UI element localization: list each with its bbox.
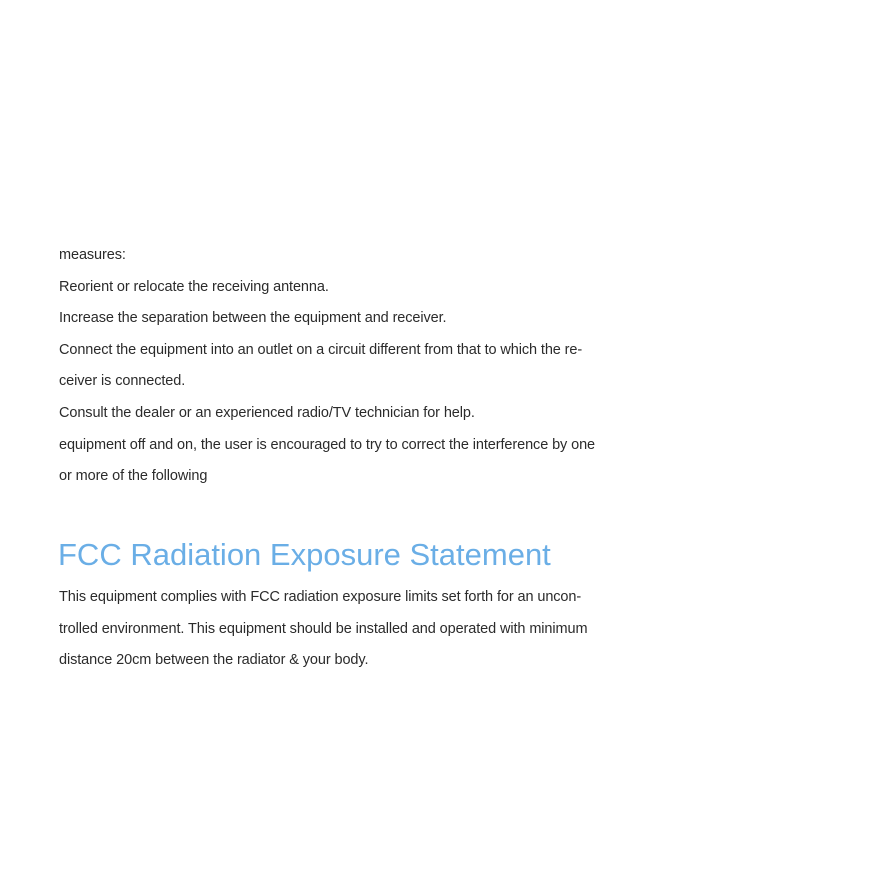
measure-consult-dealer: Consult the dealer or an experienced radio/TV technician for help. [59, 404, 475, 421]
measure-connect-outlet: Connect the equipment into an outlet on a circuit different from that to which the re- [59, 341, 583, 358]
measure-reorient-antenna: Reorient or relocate the receiving antenna. [59, 278, 329, 295]
statement-line: This equipment complies with FCC radiation exposure limits set forth for an uncon- [59, 589, 582, 605]
interference-measures-list [59, 240, 739, 493]
statement-line: distance 20cm between the radiator & your body. [59, 652, 369, 669]
measures-intro-line: measures: [59, 247, 126, 263]
section-heading: FCC Radiation Exposure Statement [58, 537, 551, 572]
statement-line: trolled environment. This equipment should be installed and operated with minimum [59, 620, 588, 637]
interference-note-line: equipment off and on, the user is encouraged to try to correct the interference by one [59, 436, 596, 453]
measure-connect-outlet-continued: ceiver is connected. [59, 373, 186, 390]
measure-increase-separation: Increase the separation between the equipment and receiver. [59, 310, 447, 327]
interference-note-line-continued: or more of the following [59, 468, 208, 485]
radiation-statement-paragraph [59, 582, 739, 677]
